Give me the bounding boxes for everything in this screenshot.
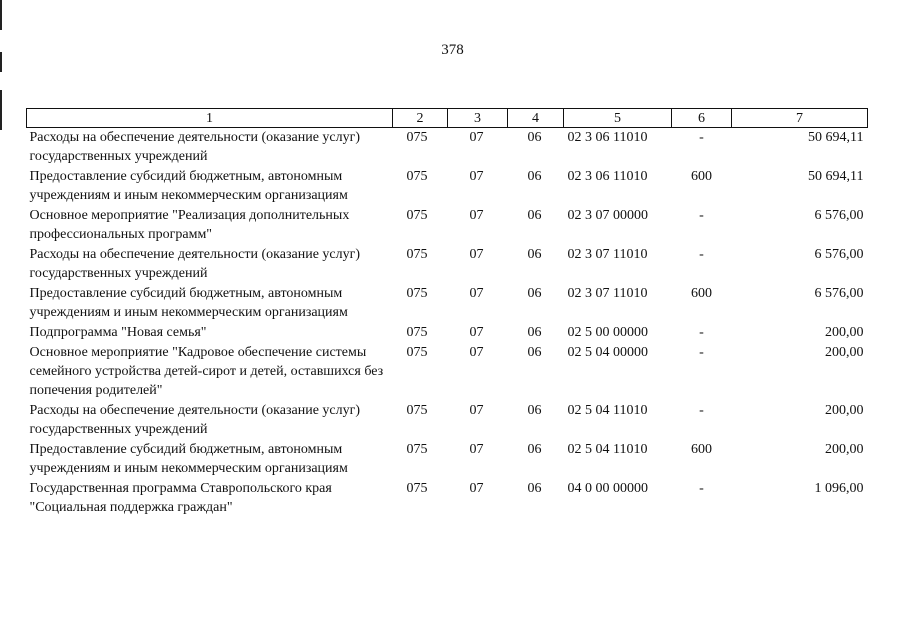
row-ministry-code: 075	[406, 403, 428, 418]
row-expense-type: -	[699, 208, 704, 223]
row-target-code: 02 3 07 11010	[567, 247, 648, 262]
row-name: Предоставление субсидий бюджетным, автономным учреждениям и иным некоммерческим организациям	[29, 442, 348, 476]
table-row	[27, 323, 868, 343]
row-section-code: 07	[469, 442, 484, 457]
row-ministry-code: 075	[406, 247, 428, 262]
table-header-row	[27, 109, 868, 128]
row-subsection-code: 06	[527, 442, 542, 457]
row-target-code: 02 5 04 11010	[567, 442, 648, 457]
row-name: Подпрограмма "Новая семья"	[29, 325, 207, 340]
row-expense-type: 600	[691, 442, 712, 457]
row-amount: 200,00	[825, 345, 864, 360]
row-subsection-code: 06	[527, 286, 542, 301]
row-section-code: 07	[469, 345, 484, 360]
row-subsection-code: 06	[527, 247, 542, 262]
row-expense-type: -	[699, 325, 704, 340]
row-target-code: 02 3 07 11010	[567, 286, 648, 301]
table-row	[27, 401, 868, 440]
row-expense-type: 600	[691, 286, 712, 301]
row-target-code: 02 3 06 11010	[567, 130, 648, 145]
row-subsection-code: 06	[527, 325, 542, 340]
row-subsection-code: 06	[527, 481, 542, 496]
column-header: 7	[732, 109, 868, 128]
row-section-code: 07	[469, 325, 484, 340]
page-number: 378	[441, 42, 464, 58]
row-name: Государственная программа Ставропольского края "Социальная поддержка граждан"	[29, 481, 332, 515]
row-ministry-code: 075	[406, 325, 428, 340]
row-target-code: 02 5 00 00000	[567, 325, 648, 340]
row-amount: 200,00	[825, 403, 864, 418]
row-name: Предоставление субсидий бюджетным, автономным учреждениям и иным некоммерческим организациям	[29, 169, 348, 203]
table-row	[27, 343, 868, 401]
row-subsection-code: 06	[527, 208, 542, 223]
row-section-code: 07	[469, 169, 484, 184]
column-header: 6	[672, 109, 732, 128]
table-row	[27, 128, 868, 168]
row-ministry-code: 075	[406, 130, 428, 145]
row-target-code: 02 5 04 00000	[567, 345, 648, 360]
row-ministry-code: 075	[406, 208, 428, 223]
scan-edge-mark	[0, 90, 2, 130]
row-amount: 200,00	[825, 325, 864, 340]
row-target-code: 02 3 06 11010	[567, 169, 648, 184]
row-section-code: 07	[469, 130, 484, 145]
table-row	[27, 206, 868, 245]
row-expense-type: -	[699, 481, 704, 496]
row-name: Предоставление субсидий бюджетным, автономным учреждениям и иным некоммерческим организациям	[29, 286, 348, 320]
table-row	[27, 167, 868, 206]
table-row	[27, 284, 868, 323]
budget-table	[26, 108, 868, 518]
row-section-code: 07	[469, 208, 484, 223]
row-expense-type: -	[699, 403, 704, 418]
row-subsection-code: 06	[527, 169, 542, 184]
row-amount: 50 694,11	[808, 169, 864, 184]
row-amount: 50 694,11	[808, 130, 864, 145]
row-name: Основное мероприятие "Кадровое обеспечение системы семейного устройства детей-сирот и детей, оставшихся без попечения родителей"	[29, 345, 384, 398]
row-name: Расходы на обеспечение деятельности (оказание услуг) государственных учреждений	[29, 130, 361, 164]
row-subsection-code: 06	[527, 345, 542, 360]
row-ministry-code: 075	[406, 169, 428, 184]
row-amount: 6 576,00	[814, 208, 864, 223]
row-expense-type: 600	[691, 169, 712, 184]
row-section-code: 07	[469, 247, 484, 262]
row-section-code: 07	[469, 481, 484, 496]
table-row	[27, 440, 868, 479]
row-expense-type: -	[699, 247, 704, 262]
row-amount: 6 576,00	[814, 247, 864, 262]
table-row	[27, 245, 868, 284]
row-subsection-code: 06	[527, 403, 542, 418]
row-ministry-code: 075	[406, 442, 428, 457]
column-header: 5	[564, 109, 672, 128]
row-amount: 1 096,00	[814, 481, 864, 496]
row-amount: 6 576,00	[814, 286, 864, 301]
row-name: Расходы на обеспечение деятельности (оказание услуг) государственных учреждений	[29, 403, 361, 437]
table-row	[27, 479, 868, 518]
row-target-code: 02 5 04 11010	[567, 403, 648, 418]
row-ministry-code: 075	[406, 481, 428, 496]
row-ministry-code: 075	[406, 345, 428, 360]
row-name: Расходы на обеспечение деятельности (оказание услуг) государственных учреждений	[29, 247, 361, 281]
column-header: 4	[508, 109, 564, 128]
row-section-code: 07	[469, 286, 484, 301]
row-target-code: 04 0 00 00000	[567, 481, 648, 496]
row-section-code: 07	[469, 403, 484, 418]
column-header: 2	[393, 109, 448, 128]
row-subsection-code: 06	[527, 130, 542, 145]
column-header: 3	[448, 109, 508, 128]
row-amount: 200,00	[825, 442, 864, 457]
column-header: 1	[27, 109, 393, 128]
row-target-code: 02 3 07 00000	[567, 208, 648, 223]
scan-edge-mark	[0, 0, 2, 30]
row-expense-type: -	[699, 345, 704, 360]
row-expense-type: -	[699, 130, 704, 145]
row-ministry-code: 075	[406, 286, 428, 301]
row-name: Основное мероприятие "Реализация дополнительных профессиональных программ"	[29, 208, 350, 242]
